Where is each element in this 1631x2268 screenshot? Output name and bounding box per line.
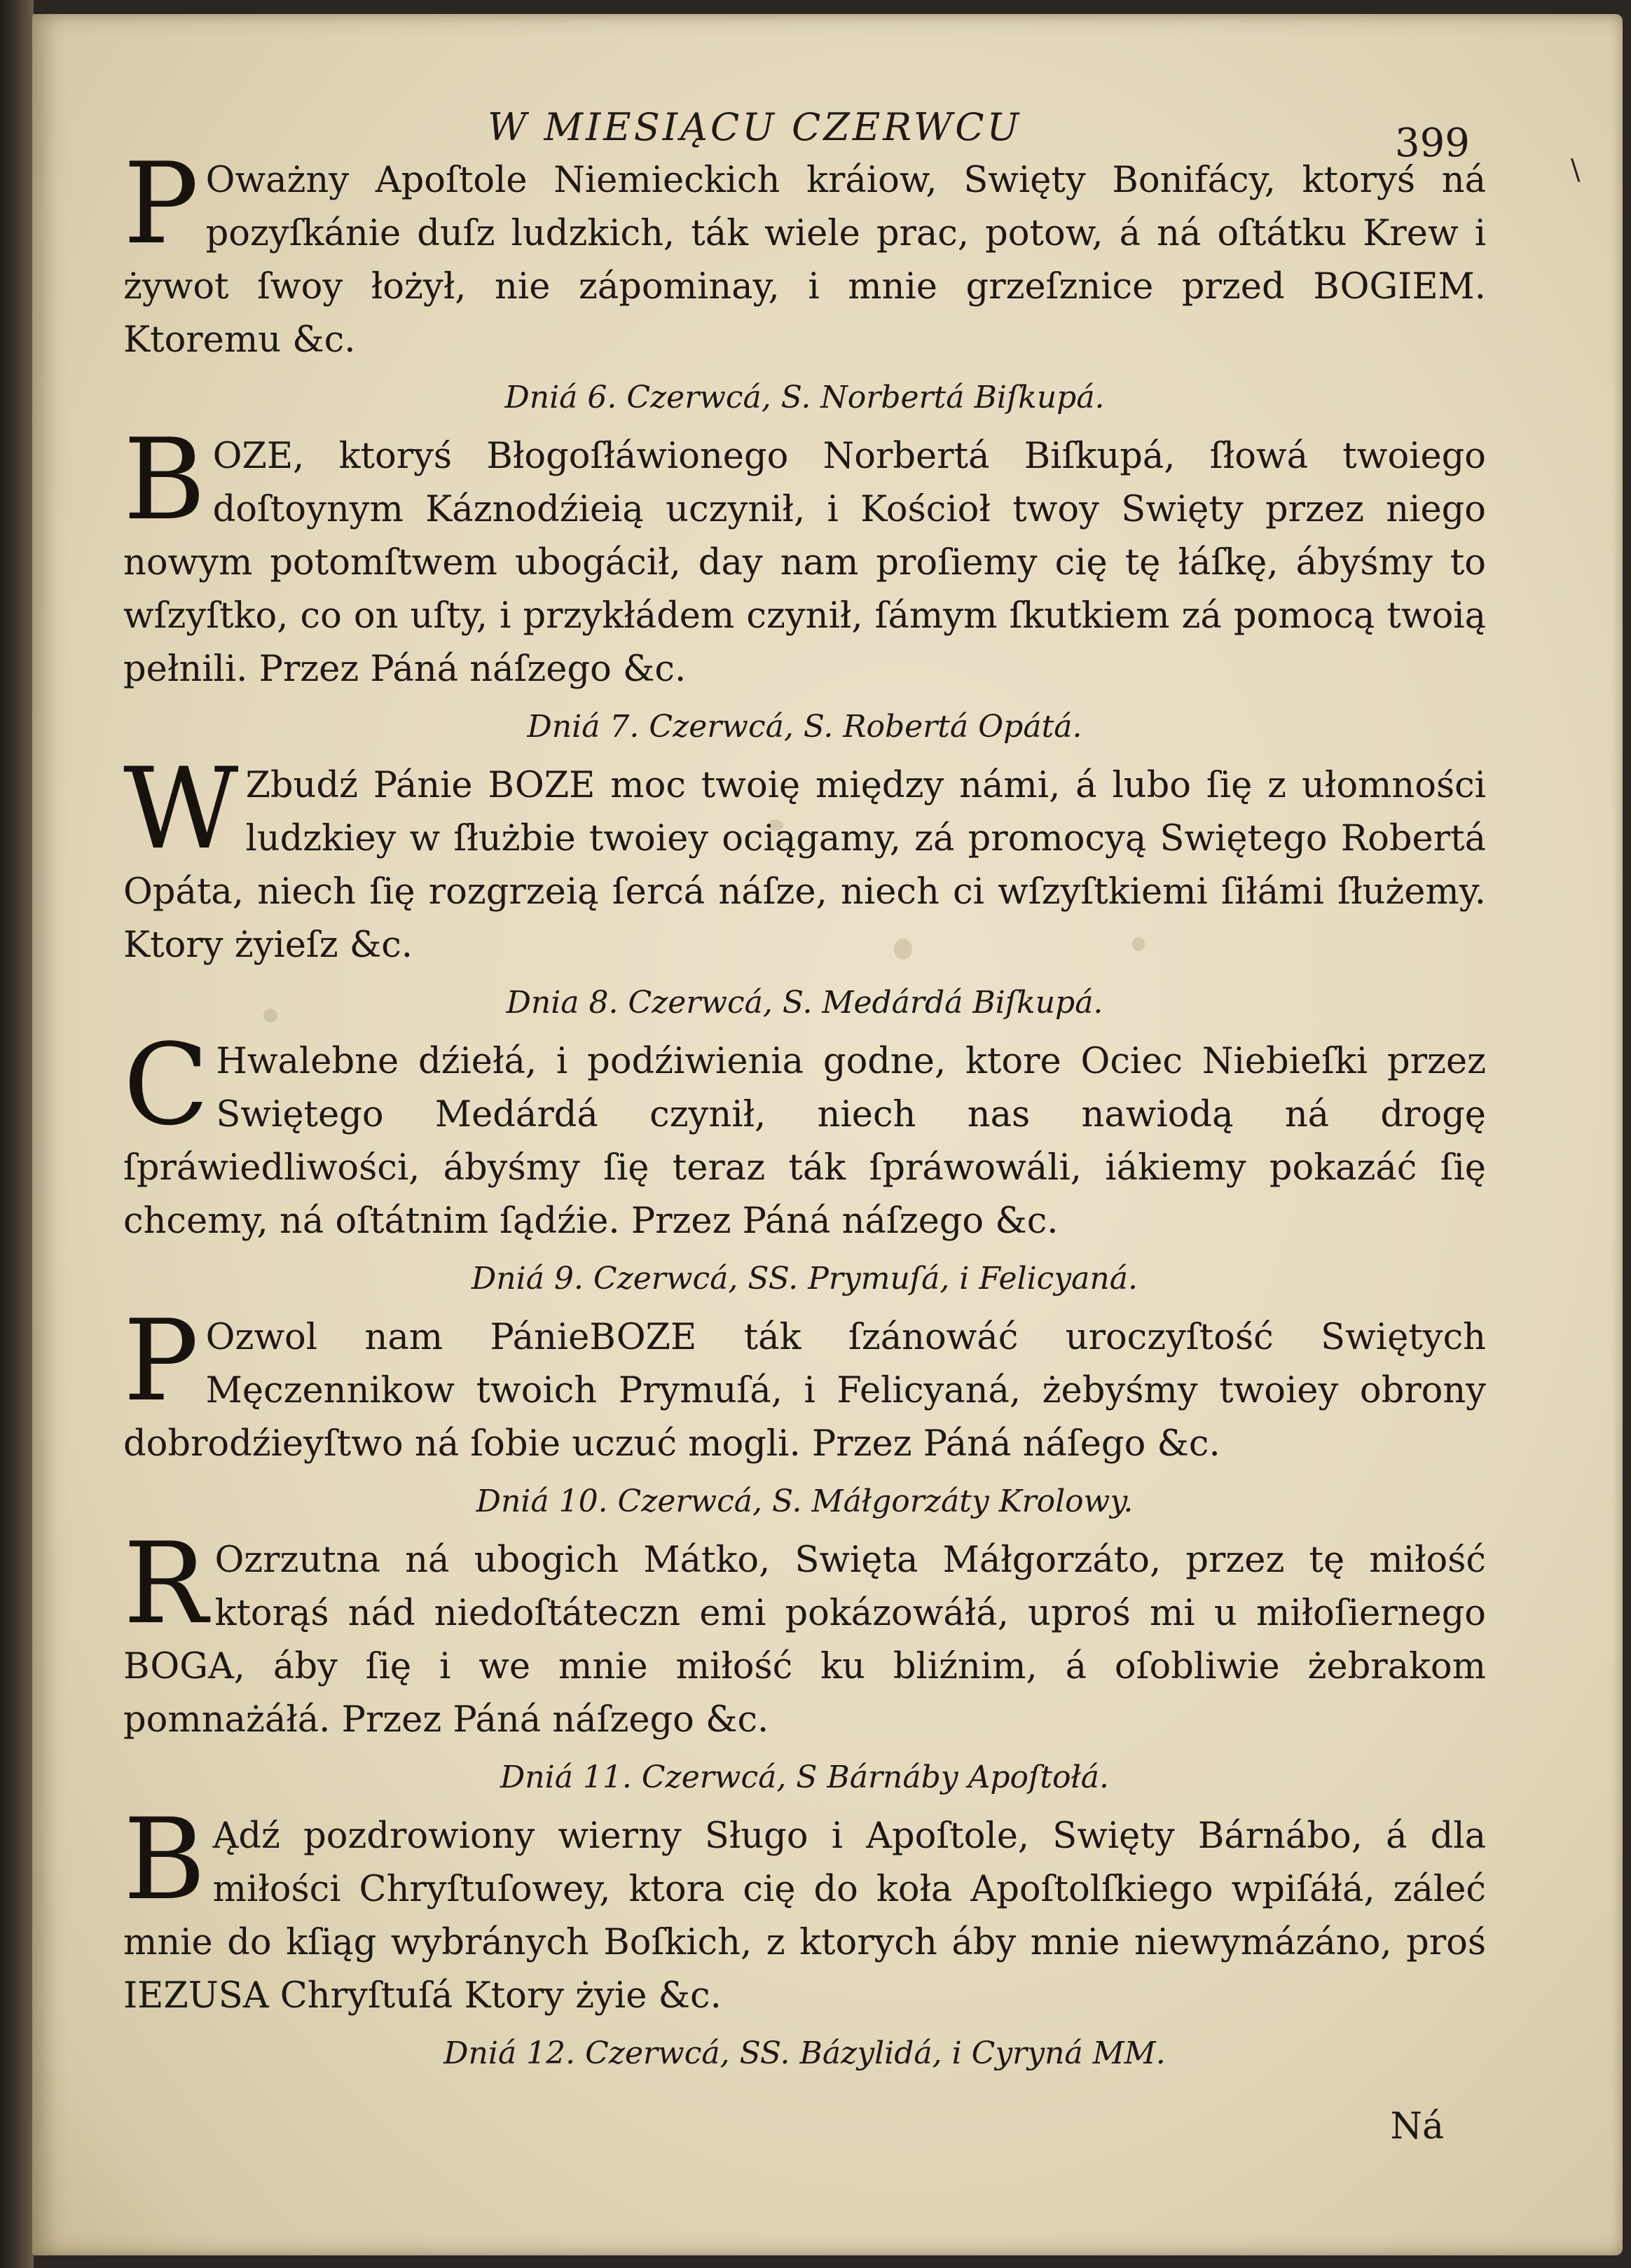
feast-heading-prymus-felicyan: Dniá 9. Czerwcá, SS. Prymuſá, i Felicyaná. bbox=[472, 1261, 1138, 1297]
prayer-robert: WZbudź Pánie BOZE moc twoię między námi, á lubo ſię z ułomności ludzkiey w ſłużbie twoiey ociągamy, zá promocyą Swiętego Robertá Opáta, niech ſię rozgrzeią ſercá náſze, niech ci wſzyſtkiemi ſiłámi ſłużemy. Ktory żyieſz &c. bbox=[123, 743, 1486, 966]
prayer-malgorzata: ROzrzutna ná ubogich Mátko, Swięta Máłgorzáto, przez tę miłość ktorąś nád niedoſtáteczn emi pokázowáłá, uproś mi u miłoſiernego BOGA, áby ſię i we mnie miłość ku bliźnim, á oſobliwie żebrakom pomnażáłá. Przez Páná náſzego &c. bbox=[123, 1518, 1486, 1741]
feast-heading-malgorzata: Dniá 10. Czerwcá, S. Máłgorzáty Krolowy. bbox=[476, 1484, 1134, 1519]
prayer-medard: CHwalebne dźiełá, i podźiwienia godne, ktore Ociec Niebieſki przez Swiętego Medárdá czynił, niech nas nawiodą ná drogę ſpráwiedliwości, ábyśmy ſię teraz ták ſpráwowáli, iákiemy pokazáć ſię chcemy, ná oſtátnim ſądźie. Przez Páná náſzego &c. bbox=[123, 1019, 1486, 1242]
feast-heading-barnaba: Dniá 11. Czerwcá, S Bárnáby Apoſtołá. bbox=[500, 1759, 1109, 1795]
catchword: Ná bbox=[1390, 2105, 1444, 2148]
prayer-bonifacy: POważny Apoſtole Niemieckich kráiow, Swięty Bonifácy, ktoryś ná pozyſkánie duſz ludzkich, ták wiele prac, potow, á ná oſtátku Krew i żywot ſwoy łożył, nie zápominay, i mnie grzeſznice przed BOGIEM. Ktoremu &c. bbox=[123, 138, 1486, 361]
book-page bbox=[32, 14, 1623, 2255]
prayer-barnaba: BĄdź pozdrowiony wierny Sługo i Apoſtole, Swięty Bárnábo, á dla miłości Chryſtuſowey, ktora cię do koła Apoſtolſkiego wpiſáłá, záleć mnie do kſiąg wybránych Boſkich, z ktorych áby mnie niewymázáno, proś IEZUSA Chryſtuſá Ktory żyie &c. bbox=[123, 1794, 1486, 2017]
feast-heading-robert: Dniá 7. Czerwcá, S. Robertá Opátá. bbox=[527, 709, 1082, 745]
feast-heading-norbert: Dniá 6. Czerwcá, S. Norbertá Biſkupá. bbox=[504, 380, 1105, 415]
prayer-norbert: BOZE, ktoryś Błogoſłáwionego Norbertá Biſkupá, ſłowá twoiego doſtoynym Káznodźieią uczynił, i Kościoł twoy Swięty przez niego nowym potomſtwem ubogácił, day nam proſiemy cię tę łáſkę, ábyśmy to wſzyſtko, co on uſty, i przykłádem czynił, ſámym ſkutkiem zá pomocą twoią pełnili. Przez Páná náſzego &c. bbox=[123, 414, 1486, 690]
feast-heading-bazylid-cyryn: Dniá 12. Czerwcá, SS. Bázylidá, i Cyryná MM. bbox=[443, 2035, 1166, 2071]
running-head bbox=[32, 105, 1623, 186]
page-number: 399 bbox=[1395, 120, 1470, 166]
running-title: W MIESIĄCU CZERWCU bbox=[488, 105, 1022, 149]
prayer-prymus-felicyan: POzwol nam PánieBOZE ták ſzánowáć uroczyſtość Swiętych Męczennikow twoich Prymuſá, i Felicyaná, żebyśmy twoiey obrony dobrodźieyſtwo ná ſobie uczuć mogli. Przez Páná náſego &c. bbox=[123, 1295, 1486, 1465]
book-gutter bbox=[0, 0, 34, 2268]
corner-mark: \ bbox=[1571, 154, 1581, 186]
feast-heading-medard: Dnia 8. Czerwcá, S. Medárdá Biſkupá. bbox=[506, 985, 1103, 1021]
